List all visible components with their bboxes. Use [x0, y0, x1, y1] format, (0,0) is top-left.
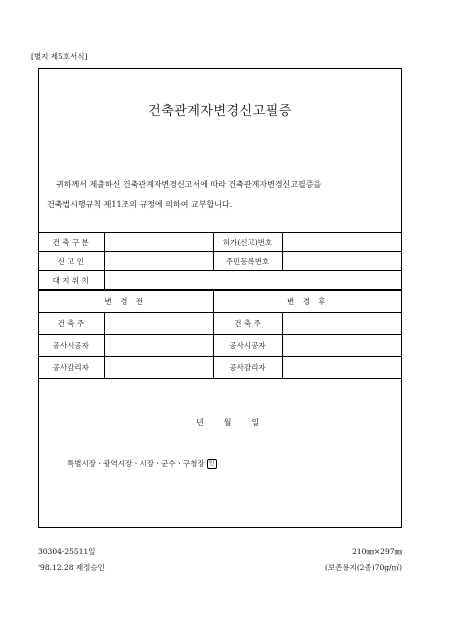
document-title: 건축관계자변경신고필증: [148, 104, 292, 119]
footer-paper-type: (보존용지(2종)70g/㎡): [324, 563, 402, 572]
after-owner-field[interactable]: [282, 313, 402, 335]
change-details-table: [38, 290, 402, 379]
before-supervisor-field[interactable]: [104, 357, 213, 379]
date-month: 월: [223, 418, 232, 427]
footer-form-code: 30304-25511일: [38, 547, 96, 556]
footer-paper-size: 210㎜×297㎜: [352, 547, 402, 556]
permit-number-field[interactable]: [282, 233, 402, 252]
form-number-label: [별지 제5호서식]: [31, 52, 88, 61]
applicant-label: 신 고 인: [38, 252, 104, 271]
issuer-title: 특별시장ㆍ광역시장ㆍ시장ㆍ군수ㆍ구청장: [67, 459, 205, 468]
applicant-field[interactable]: [104, 252, 213, 271]
body-text-line-1: 귀하께서 제출하신 건축관계자변경신고서에 따라 건축관계자변경신고필증을: [56, 180, 322, 189]
building-info-table: [38, 232, 402, 290]
body-text-line-2: 건축법시행규칙 제11조의 규정에 의하여 교부합니다.: [47, 200, 233, 209]
table-row: [38, 252, 402, 271]
table-row: [38, 357, 402, 379]
building-type-field[interactable]: [104, 233, 213, 252]
issue-date-line: [196, 417, 279, 428]
before-contractor-field[interactable]: [104, 335, 213, 357]
table-row: [38, 313, 402, 335]
building-type-label: 건 축 구 분: [38, 233, 104, 252]
after-supervisor-field[interactable]: [282, 357, 402, 379]
after-change-header: 변 경 후: [213, 291, 402, 313]
resident-number-label: 주민등록번호: [213, 252, 282, 271]
issuer-line: [67, 458, 217, 469]
before-owner-label: 건 축 주: [38, 313, 104, 335]
after-supervisor-label: 공사감리자: [213, 357, 282, 379]
footer-approval-date: '98.12.28 제정승인: [38, 563, 105, 572]
resident-number-field[interactable]: [282, 252, 402, 271]
site-location-field[interactable]: [104, 271, 402, 290]
date-year: 년: [196, 418, 204, 427]
permit-number-label: 허가(신고)번호: [213, 233, 282, 252]
before-contractor-label: 공사시공자: [38, 335, 104, 357]
table-row: [38, 271, 402, 290]
site-location-label: 대 지 위 치: [38, 271, 104, 290]
before-supervisor-label: 공사감리자: [38, 357, 104, 379]
table-row: [38, 335, 402, 357]
table-row: [38, 233, 402, 252]
before-owner-field[interactable]: [104, 313, 213, 335]
seal-icon: 인: [207, 459, 217, 469]
table-header-row: [38, 291, 402, 313]
before-change-header: 변 경 전: [38, 291, 213, 313]
after-owner-label: 건 축 주: [213, 313, 282, 335]
date-day: 일: [251, 418, 260, 427]
after-contractor-field[interactable]: [282, 335, 402, 357]
after-contractor-label: 공사시공자: [213, 335, 282, 357]
